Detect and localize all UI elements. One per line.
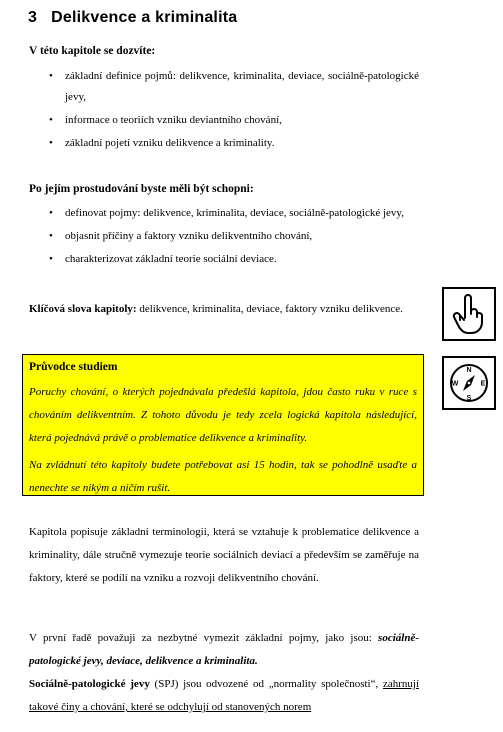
- learn-heading: V této kapitole se dozvíte:: [29, 45, 156, 57]
- keywords-text: delikvence, kriminalita, deviace, faktory vzniku delikvence.: [139, 303, 403, 315]
- keywords-label: Klíčová slova kapitoly:: [29, 303, 137, 315]
- spj-term: Sociálně-patologické jevy: [29, 678, 150, 690]
- abilities-item: • charakterizovat základní teorie sociální deviace.: [29, 249, 419, 270]
- svg-text:N: N: [466, 367, 472, 374]
- learn-item: • informace o teoriích vzniku deviantního chování,: [29, 110, 419, 131]
- chapter-title: [28, 9, 237, 27]
- chapter-title-text: Delikvence a kriminalita: [51, 9, 238, 26]
- pointing-hand-icon: [451, 292, 487, 336]
- spj-definition: (SPJ) jsou odvozené od „normality společnosti“,: [154, 678, 379, 690]
- study-guide-paragraph-2: Na zvládnutí této kapitoly budete potřebovat asi 15 hodin, tak se pohodlně usaďte a nenechte se nikým a ničím rušit.: [29, 459, 417, 494]
- abilities-item: • definovat pojmy: delikvence, kriminalita, deviace, sociálně-patologické jevy,: [29, 203, 419, 224]
- abilities-list: [29, 203, 419, 272]
- keywords-side-icon: [442, 287, 496, 341]
- abilities-item: • objasnit příčiny a faktory vzniku delikventního chování,: [29, 226, 419, 247]
- spj-definition-underlined: zahrnují takové činy a chování, které se odchylují od stanovených norem: [29, 678, 420, 713]
- study-guide-paragraph-1: Poruchy chování, o kterých pojednávala předešlá kapitola, jdou často ruku v ruce s chováním delikventním. Z tohoto důvodu je tedy zcela logická kapitola následující, která pojednává právě o problematice delikvence a kriminality.: [29, 386, 417, 444]
- intro-paragraph: Kapitola popisuje základní terminologii, která se vztahuje k problematice delikvence a kriminality, dále stručně vymezuje teorie sociálních deviací a především se zaměřuje na faktory, které se podílí na vzniku a rozvoji delikventního chování.: [29, 526, 419, 584]
- svg-text:W: W: [451, 380, 459, 388]
- keywords-paragraph: [29, 298, 419, 321]
- guide-side-icon: [442, 356, 496, 410]
- svg-text:E: E: [480, 380, 486, 388]
- learn-item: • základní pojetí vzniku delikvence a kriminality.: [29, 133, 419, 154]
- abilities-heading: Po jejím prostudování byste měli být schopni:: [29, 183, 254, 195]
- terms-paragraph: [29, 627, 419, 719]
- chapter-number: 3: [28, 9, 38, 26]
- learn-list: [29, 66, 419, 156]
- study-guide-title: Průvodce studiem: [29, 361, 118, 373]
- compass-icon: [447, 361, 491, 405]
- terms-intro: V první řadě považuji za nezbytné vymezit základní pojmy, jako jsou:: [29, 632, 372, 644]
- study-guide-box: [22, 354, 424, 496]
- learn-item: • základní definice pojmů: delikvence, kriminalita, deviace, sociálně-patologické jevy,: [29, 66, 419, 108]
- svg-text:S: S: [466, 395, 472, 402]
- terms-list: sociálně-patologické jevy, deviace, delikvence a kriminalita.: [29, 632, 419, 667]
